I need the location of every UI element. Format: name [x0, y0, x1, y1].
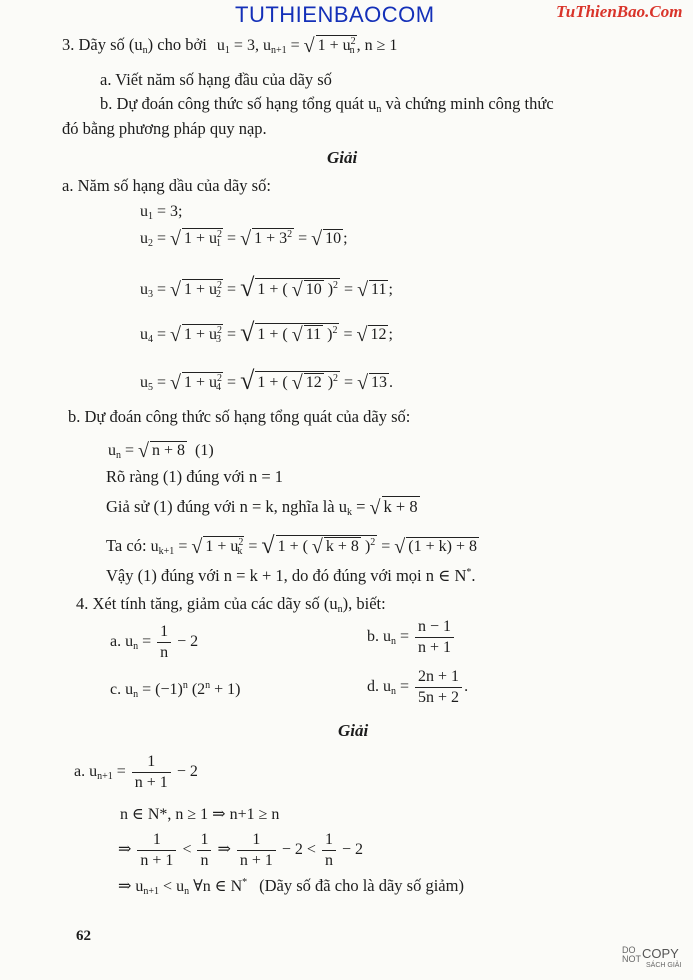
watermark-sub: SÁCH GIẢI — [646, 962, 682, 969]
problem-4-statement: 4. Xét tính tăng, giảm của các dãy số $(u_n)$, biết: — [76, 594, 386, 615]
inductive-hypothesis: Giả sử (1) đúng với n = k, nghĩa là $u_k$ = √ k + 8 — [106, 497, 418, 519]
eq-u3: $u_3$ = √ $1 + u^2_2$ = √ 1 + ( √ 10 )$^2$ = √ 11 ; — [140, 273, 393, 302]
problem-3-statement: 3. Dãy số $(u_n)$ cho bởi $u_1 = 3$, $u_{n+1}$ = √ $1 + u^2_n$ , n ≥ 1 — [62, 35, 398, 57]
eq-u5: $u_5$ = √ $1 + u^2_4$ = √ 1 + ( √ 12 )$^2$ = √ 13 . — [140, 366, 394, 395]
solution-4a-def: a. $u_{n+1}$ = $\frac{1}{n + 1}$ − 2 — [74, 753, 198, 791]
solution-heading-4: Giải — [338, 721, 369, 740]
site-title: TUTHIENBAOCOM — [235, 2, 435, 27]
problem-4-a: a. $u_n$ = $\frac{1}{n}$ − 2 — [110, 623, 199, 661]
conclusion-3: Vậy (1) đúng với n = k + 1, do đó đúng với mọi n ∈ N*. — [106, 566, 476, 585]
eq-u4: $u_4$ = √ $1 + u^2_3$ = √ 1 + ( √ 11 )$^2$ = √ 12 ; — [140, 318, 393, 347]
inductive-step: Ta có: $u_{k+1}$ = √ $1 + u^2_k$ = √ 1 + ( √ k + 8 )$^2$ = √ (1 + k) + 8 — [106, 533, 477, 559]
page-number: 62 — [76, 928, 91, 944]
base-case: Rõ ràng (1) đúng với n = 1 — [106, 467, 284, 486]
solution-b-intro: b. Dự đoán công thức số hạng tổng quát của dãy số: — [68, 407, 411, 426]
eq-u2: $u_2$ = √ $1 + u^2_1$ = √ $1 + 3^2$ = √ 10 ; — [140, 228, 348, 250]
solution-4a-line3: ⇒ $u_{n+1} < u_n$ ∀n ∈ N* (Dãy số đã cho là dãy số giảm) — [118, 876, 464, 897]
watermark: DO NOT — [622, 945, 641, 964]
problem-3-part-b: b. Dự đoán công thức số hạng tổng quát $u_n$ và chứng minh công thức — [100, 94, 554, 115]
eq-un: $u_n$ = √ n + 8 (1) — [108, 440, 214, 462]
solution-a-intro: a. Năm số hạng dầu của dãy số: — [62, 176, 271, 195]
site-logo: TuThienBao.Com — [556, 2, 683, 21]
solution-4a-line2: ⇒ $\frac{1}{n + 1}$ < $\frac{1}{n}$ ⇒ $\frac{1}{n + 1}$ − 2 < $\frac{1}{n}$ − 2 — [118, 831, 363, 869]
watermark-copy: COPY — [642, 946, 679, 961]
problem-4-b: b. $u_n$ = $\frac{n - 1}{n + 1}$ — [367, 617, 456, 658]
problem-3-part-b-cont: đó bằng phương pháp quy nạp. — [62, 119, 267, 138]
eq-u1: $u_1 = 3$; — [140, 203, 183, 222]
problem-4-d: d. $u_n$ = $\frac{2n + 1}{5n + 2}$ . — [367, 668, 469, 706]
solution-heading: Giải — [327, 148, 358, 167]
solution-4a-line1: n ∈ N*, n ≥ 1 ⇒ n+1 ≥ n — [120, 806, 280, 823]
problem-3-part-a: a. Viết năm số hạng đầu của dãy số — [100, 70, 332, 89]
problem-4-c: c. $u_n = (-1)^n$ $(2^n + 1)$ — [110, 680, 241, 700]
